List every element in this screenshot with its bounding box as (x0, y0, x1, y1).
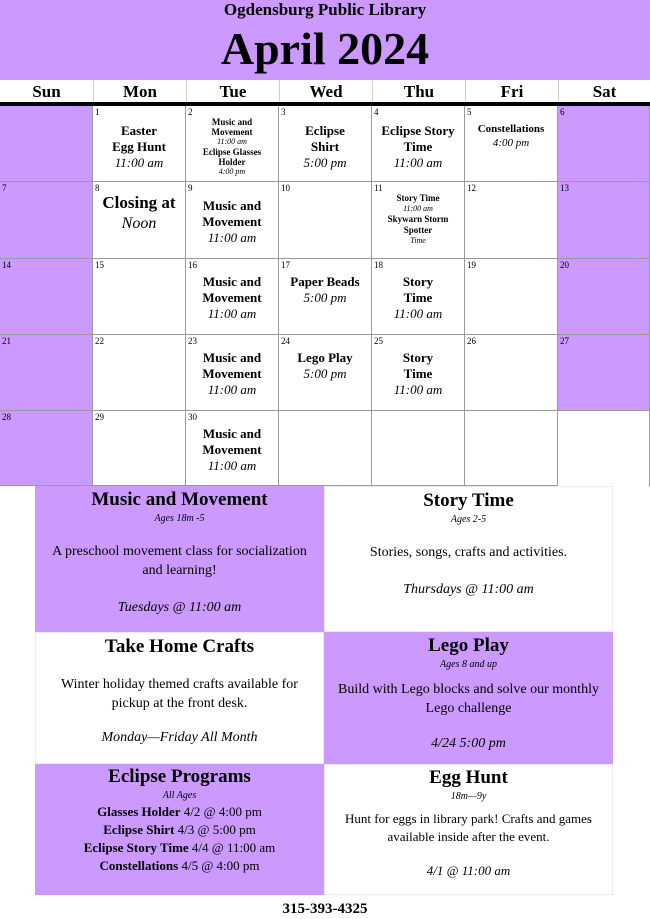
event-title: Time (403, 139, 433, 154)
eclipse-item (41, 857, 318, 875)
event-title: Music and (202, 198, 262, 213)
event-title: Time (403, 290, 433, 305)
event-title: Movement (202, 442, 262, 457)
day-number: 22 (95, 336, 104, 346)
weekday-header-row (0, 80, 650, 106)
month-title: April 2024 (220, 23, 430, 74)
event-story-time-skywarn (372, 193, 464, 246)
event-title: Spotter (403, 225, 433, 235)
event-title: Story Time (396, 193, 440, 203)
day-cell-10 (279, 182, 372, 259)
day-number: 23 (188, 336, 197, 346)
event-title: Holder (218, 157, 246, 167)
day-cell-22 (93, 335, 186, 411)
day-number: 17 (281, 260, 290, 270)
day-cell-7 (0, 182, 93, 259)
day-cell-17 (279, 259, 372, 335)
eclipse-item-time: 4/4 @ 11:00 am (191, 840, 276, 855)
event-time: 4:00 pm (218, 167, 246, 176)
event-title: Music and (202, 350, 262, 365)
event-time: 5:00 pm (303, 290, 347, 305)
program-schedule: Monday—Friday All Month (101, 730, 258, 745)
event-title: Music and (202, 274, 262, 289)
event-title: Lego Play (297, 350, 353, 365)
day-number: 20 (560, 260, 569, 270)
event-music-movement (186, 274, 278, 322)
day-cell-18 (372, 259, 465, 335)
day-number: 12 (467, 183, 476, 193)
event-time: 11:00 am (403, 204, 433, 213)
program-ages: Ages 18m -5 (154, 513, 205, 524)
event-title: Movement (211, 127, 253, 137)
day-number: 13 (560, 183, 569, 193)
program-story-time (324, 486, 613, 632)
program-title: Lego Play (428, 635, 509, 656)
eclipse-item (41, 839, 318, 857)
day-number: 3 (281, 107, 286, 117)
program-egg-hunt (324, 764, 613, 895)
event-title: Time (403, 366, 433, 381)
day-cell-9 (186, 182, 279, 259)
event-music-movement (186, 350, 278, 398)
event-time: 11:00 am (393, 155, 443, 170)
day-cell-30 (186, 411, 279, 486)
event-paper-beads (279, 274, 371, 306)
event-title: Movement (202, 214, 262, 229)
day-cell-26 (465, 335, 558, 411)
event-title: Closing at (102, 193, 176, 212)
event-title: Constellations (477, 123, 545, 135)
program-title: Eclipse Programs (108, 766, 251, 787)
day-cell-8 (93, 182, 186, 259)
program-lego-play (324, 632, 613, 764)
program-schedule: 4/24 5:00 pm (431, 736, 506, 751)
day-number: 30 (188, 412, 197, 422)
day-number: 14 (2, 260, 11, 270)
event-time: 11:00 am (207, 306, 257, 321)
program-description: Winter holiday themed crafts available for pickup at the front desk. (61, 677, 298, 711)
day-number: 25 (374, 336, 383, 346)
day-number: 15 (95, 260, 104, 270)
program-title: Take Home Crafts (104, 636, 255, 657)
eclipse-item-name: Glasses Holder (97, 804, 181, 819)
empty-day-cell (558, 411, 650, 486)
event-time: 11:00 am (393, 382, 443, 397)
day-cell-14 (0, 259, 93, 335)
program-title: Music and Movement (91, 489, 268, 510)
eclipse-item-name: Eclipse Shirt (103, 822, 175, 837)
event-title: Movement (202, 366, 262, 381)
event-title: Skywarn Storm (387, 214, 449, 224)
day-number: 27 (560, 336, 569, 346)
day-number: 10 (281, 183, 290, 193)
event-time: 5:00 pm (303, 366, 347, 381)
event-time: 11:00 am (114, 155, 164, 170)
day-number: 7 (2, 183, 7, 193)
empty-day-cell (0, 106, 93, 182)
event-constellations (465, 122, 557, 150)
event-easter-egg-hunt (93, 123, 185, 171)
day-cell-3 (279, 106, 372, 182)
program-eclipse-programs (35, 764, 324, 895)
event-title: Shirt (310, 139, 340, 154)
event-closing-at-noon (93, 192, 185, 234)
weekday-sun: Sun (32, 82, 61, 101)
day-cell-11 (372, 182, 465, 259)
empty-day-cell (372, 411, 465, 486)
day-cell-21 (0, 335, 93, 411)
event-time: 11:00 am (217, 137, 247, 146)
weekday-sat: Sat (558, 80, 650, 102)
event-title: Story (402, 350, 434, 365)
eclipse-item-time: 4/2 @ 4:00 pm (183, 804, 262, 819)
empty-day-cell (465, 411, 558, 486)
library-name: Ogdensburg Public Library (223, 0, 427, 19)
program-title: Story Time (423, 490, 514, 511)
day-number: 11 (374, 183, 383, 193)
event-time: 5:00 pm (303, 155, 347, 170)
program-description: Stories, songs, crafts and activities. (369, 545, 568, 560)
program-description: A preschool movement class for socialization and learning! (52, 544, 307, 578)
day-cell-12 (465, 182, 558, 259)
event-title: Easter (120, 123, 158, 138)
program-music-movement (35, 486, 324, 632)
event-title: Music and (202, 426, 262, 441)
day-cell-25 (372, 335, 465, 411)
program-descriptions (35, 486, 613, 895)
day-number: 21 (2, 336, 11, 346)
program-title: Egg Hunt (429, 767, 508, 788)
event-music-movement (186, 426, 278, 474)
event-time: 11:00 am (207, 458, 257, 473)
day-number: 26 (467, 336, 476, 346)
event-music-movement (186, 117, 278, 177)
day-number: 6 (560, 107, 565, 117)
program-schedule: Thursdays @ 11:00 am (403, 582, 534, 597)
library-phone-number: 315-393-4325 (282, 901, 368, 917)
event-eclipse-story-time (372, 123, 464, 171)
day-number: 4 (374, 107, 379, 117)
event-time: 11:00 am (207, 382, 257, 397)
weekday-tue: Tue (186, 80, 279, 102)
program-take-home-crafts (35, 632, 324, 764)
event-title: Paper Beads (290, 274, 360, 289)
program-description: Hunt for eggs in library park! Crafts and games available inside after the event. (345, 811, 592, 844)
event-music-movement (186, 198, 278, 246)
day-cell-27 (558, 335, 650, 411)
event-time: Noon (121, 215, 157, 232)
event-title: Eclipse Story (381, 123, 455, 138)
weekday-mon: Mon (93, 80, 186, 102)
event-title: Movement (202, 290, 262, 305)
program-ages: 18m—9y (450, 791, 487, 802)
event-eclipse-shirt (279, 123, 371, 171)
eclipse-item (41, 821, 318, 839)
day-number: 1 (95, 107, 100, 117)
calendar-grid (0, 106, 650, 486)
day-cell-29 (93, 411, 186, 486)
program-schedule: Tuesdays @ 11:00 am (117, 600, 242, 615)
day-cell-6 (558, 106, 650, 182)
day-cell-19 (465, 259, 558, 335)
empty-day-cell (279, 411, 372, 486)
day-number: 29 (95, 412, 104, 422)
event-title: Music and (211, 117, 253, 127)
event-time: 11:00 am (393, 306, 443, 321)
day-cell-16 (186, 259, 279, 335)
day-number: 2 (188, 107, 193, 117)
event-time: 11:00 am (207, 230, 257, 245)
day-number: 19 (467, 260, 476, 270)
program-description: Build with Lego blocks and solve our monthly Lego challenge (338, 682, 599, 716)
day-cell-4 (372, 106, 465, 182)
day-number: 9 (188, 183, 193, 193)
program-schedule: 4/1 @ 11:00 am (426, 863, 511, 878)
day-cell-13 (558, 182, 650, 259)
day-cell-28 (0, 411, 93, 486)
eclipse-item-time: 4/5 @ 4:00 pm (181, 858, 260, 873)
event-title: Egg Hunt (112, 139, 166, 154)
day-number: 24 (281, 336, 290, 346)
eclipse-item-name: Eclipse Story Time (83, 840, 189, 855)
weekday-fri: Fri (465, 80, 558, 102)
weekday-wed: Wed (279, 80, 372, 102)
event-story-time (372, 274, 464, 322)
calendar-header (0, 0, 650, 80)
event-story-time (372, 350, 464, 398)
day-cell-5 (465, 106, 558, 182)
day-cell-24 (279, 335, 372, 411)
day-number: 5 (467, 107, 472, 117)
day-number: 8 (95, 183, 100, 193)
event-time: 4:00 pm (492, 137, 530, 149)
day-number: 28 (2, 412, 11, 422)
day-cell-23 (186, 335, 279, 411)
event-time: Time (410, 236, 426, 245)
day-number: 16 (188, 260, 197, 270)
program-ages: All Ages (162, 790, 197, 801)
eclipse-item (41, 803, 318, 821)
event-title: Eclipse Glasses (202, 147, 262, 157)
program-ages: Ages 8 and up (440, 659, 497, 670)
program-ages: Ages 2-5 (450, 514, 487, 525)
day-cell-15 (93, 259, 186, 335)
eclipse-item-time: 4/3 @ 5:00 pm (177, 822, 256, 837)
weekday-thu: Thu (372, 80, 465, 102)
day-cell-20 (558, 259, 650, 335)
day-cell-2 (186, 106, 279, 182)
event-title: Story (402, 274, 434, 289)
event-title: Eclipse (305, 123, 345, 138)
day-number: 18 (374, 260, 383, 270)
eclipse-item-name: Constellations (99, 858, 179, 873)
event-lego-play (279, 350, 371, 382)
day-cell-1 (93, 106, 186, 182)
